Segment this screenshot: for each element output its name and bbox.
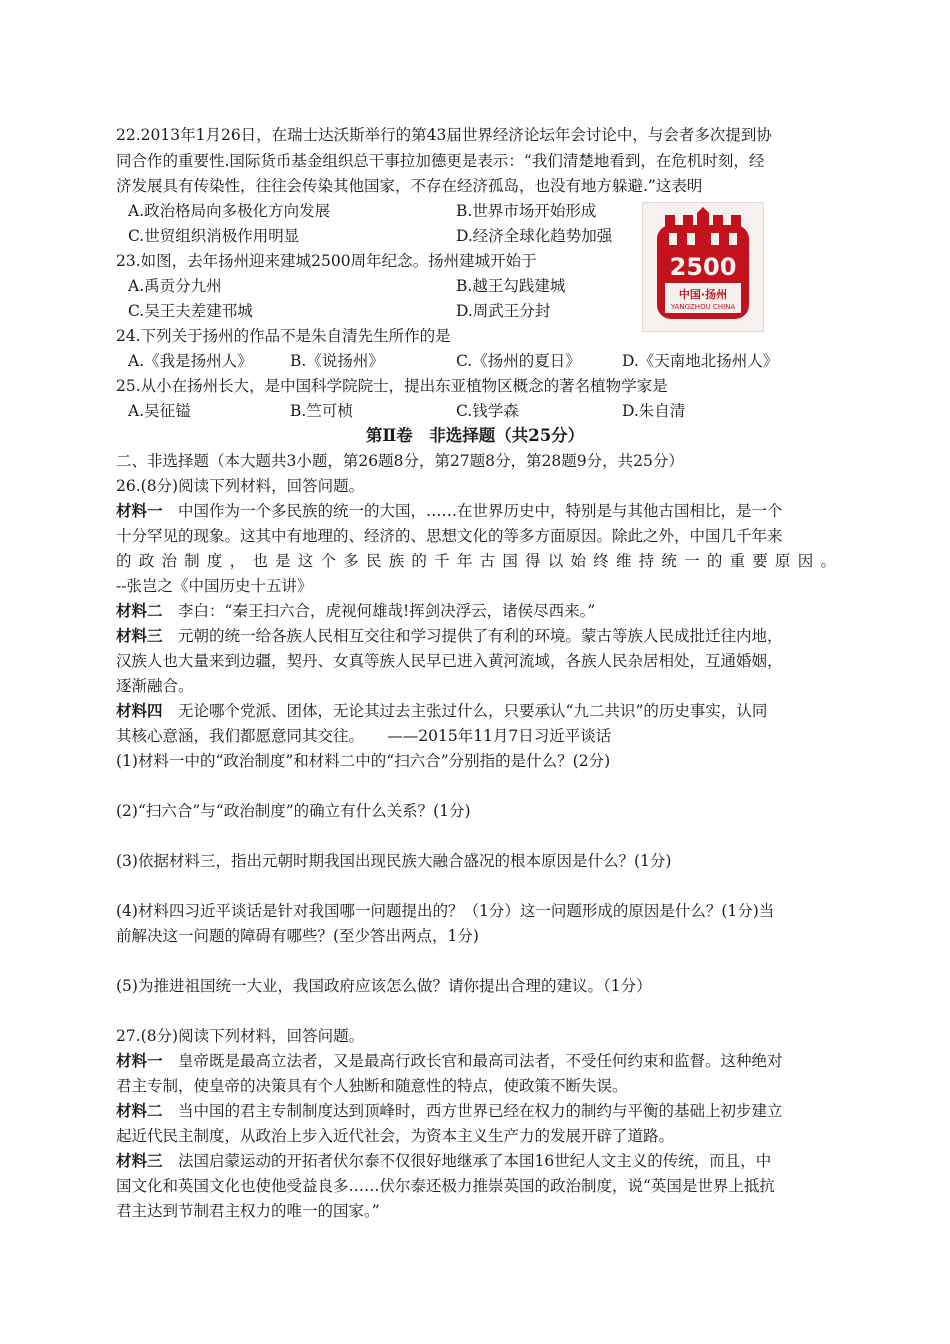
q22-option-d: D.经济全球化趋势加强	[456, 227, 613, 245]
part2-intro: 二、非选择题（本大题共3小题，第26题8分，第27题8分，第28题9分，共25分）	[116, 452, 684, 470]
q26-material-1-label: 材料一	[116, 501, 163, 520]
q27-material-1-line-1	[116, 1050, 783, 1072]
q26-stem: 26.(8分)阅读下列材料，回答问题。	[116, 477, 365, 495]
yangzhou-logo-emblem	[643, 203, 763, 331]
q27-material-1-line-2: 君主专制，使皇帝的决策具有个人独断和随意性的特点，使政策不断失误。	[116, 1077, 628, 1095]
q22-option-b: B.世界市场开始形成	[456, 202, 597, 220]
q27-material-2-text: 当中国的君主专制制度达到顶峰时，西方世界已经在权力的制约与平衡的基础上初步建立	[162, 1102, 783, 1120]
q23-option-d: D.周武王分封	[456, 302, 551, 320]
q23-option-a: A.禹贡分九州	[128, 277, 222, 295]
q26-question-4-line-1: (4)材料四习近平谈话是针对我国哪一问题提出的？（1分）这一问题形成的原因是什么？(1分)当	[116, 902, 775, 920]
q26-material-3-line-2: 汉族人也大量来到边疆，契丹、女真等族人民早已进入黄河流域，各族人民杂居相处，互通婚姻，	[116, 652, 783, 670]
q26-material-4-line-2: 其核心意涵，我们都愿意同其交往。 ——2015年11月7日习近平谈话	[116, 727, 612, 745]
q27-material-3-line-2: 国文化和英国文化也使他受益良多……伏尔泰还极力推崇英国的政治制度，说“英国是世界上抵抗	[116, 1177, 775, 1195]
q27-material-2-line-2: 起近代民主制度，从政治上步入近代社会，为资本主义生产力的发展开辟了道路。	[116, 1127, 675, 1145]
q27-material-3-line-3: 君主达到节制君主权力的唯一的国家。”	[116, 1202, 380, 1220]
q26-material-2	[116, 600, 595, 622]
q22-stem-line-2: 同合作的重要性.国际货币基金组织总干事拉加德更是表示：“我们清楚地看到，在危机时刻，经	[116, 152, 765, 170]
logo-number: 2500	[669, 253, 737, 281]
q26-material-4-text: 无论哪个党派、团体，无论其过去主张过什么，只要承认“九二共识”的历史事实，认同	[162, 702, 768, 720]
q24-option-d: D.《天南地北扬州人》	[622, 352, 779, 370]
q25-option-a: A.吴征镒	[128, 402, 191, 420]
q27-material-3-text: 法国启蒙运动的开拓者伏尔泰不仅很好地继承了本国16世纪人文主义的传统，而且，中	[162, 1152, 772, 1170]
logo-cn-text: 中国·扬州	[678, 288, 728, 301]
q26-material-2-label: 材料二	[116, 601, 163, 620]
q26-material-1-line-1	[116, 500, 783, 522]
q26-material-4-line-1	[116, 700, 767, 722]
q23-option-b: B.越王勾践建城	[456, 277, 566, 295]
q27-material-3-label: 材料三	[116, 1151, 163, 1170]
logo-en-text: YANGZHOU CHINA	[670, 303, 736, 311]
q26-material-2-text: 李白：“秦王扫六合，虎视何雄哉!挥剑决浮云，诸侯尽西来。”	[162, 602, 596, 620]
q24-option-a: A.《我是扬州人》	[128, 352, 253, 370]
q27-material-3-line-1	[116, 1150, 771, 1172]
q27-material-1-label: 材料一	[116, 1051, 163, 1070]
q27-material-2-label: 材料二	[116, 1101, 163, 1120]
q26-question-1: (1)材料一中的“政治制度”和材料二中的“扫六合”分别指的是什么？(2分)	[116, 752, 611, 770]
q26-material-1-text: 中国作为一个多民族的统一的大国，……在世界历史中，特别是与其他古国相比，是一个	[162, 502, 783, 520]
q24-option-c: C.《扬州的夏日》	[456, 352, 581, 370]
q26-material-3-text: 元朝的统一给各族人民相互交往和学习提供了有利的环境。蒙古等族人民成批迁往内地，	[162, 627, 783, 645]
yangzhou-2500-logo	[642, 202, 764, 332]
q26-material-3-line-3: 逐渐融合。	[116, 677, 194, 695]
q27-material-1-text: 皇帝既是最高立法者，又是最高行政长官和最高司法者，不受任何约束和监督。这种绝对	[162, 1052, 783, 1070]
q24-option-b: B.《说扬州》	[290, 352, 384, 370]
q26-question-4-line-2: 前解决这一问题的障碍有哪些？(至少答出两点，1分)	[116, 927, 479, 945]
q26-material-1-source: --张岂之《中国历史十五讲》	[116, 577, 313, 595]
q26-question-3: (3)依据材料三，指出元朝时期我国出现民族大融合盛况的根本原因是什么？(1分)	[116, 852, 672, 870]
q26-material-1-line-2: 十分罕见的现象。这其中有地理的、经济的、思想文化的等多方面原因。除此之外，中国几千年来	[116, 527, 783, 545]
part2-title: 第Ⅱ卷 非选择题（共25分）	[365, 426, 585, 445]
q25-stem: 25.从小在扬州长大，是中国科学院院士，提出东亚植物区概念的著名植物学家是	[116, 377, 668, 395]
q25-option-d: D.朱自清	[622, 402, 686, 420]
q23-option-c: C.吴王夫差建邗城	[128, 302, 253, 320]
q27-stem: 27.(8分)阅读下列材料，回答问题。	[116, 1027, 365, 1045]
q22-stem-line-3: 济发展具有传染性，往往会传染其他国家，不存在经济孤岛，也没有地方躲避.”这表明	[116, 177, 703, 195]
q26-question-5: (5)为推进祖国统一大业，我国政府应该怎么做？请你提出合理的建议。（1分）	[116, 977, 652, 995]
q22-option-c: C.世贸组织消极作用明显	[128, 227, 300, 245]
q23-stem: 23.如图，去年扬州迎来建城2500周年纪念。扬州建城开始于	[116, 252, 537, 270]
q26-material-3-label: 材料三	[116, 626, 163, 645]
q25-option-b: B.竺可桢	[290, 402, 353, 420]
q22-option-a: A.政治格局向多极化方向发展	[128, 202, 331, 220]
q26-material-1-line-3: 的政治制度，也是这个多民族的千年古国得以始终维持统一的重要原因。	[116, 552, 836, 570]
q24-stem: 24.下列关于扬州的作品不是朱自清先生所作的是	[116, 327, 451, 345]
q26-material-3-line-1	[116, 625, 783, 647]
q27-material-2-line-1	[116, 1100, 783, 1122]
q22-stem-line-1: 22.2013年1月26日，在瑞士达沃斯举行的第43届世界经济论坛年会讨论中，与会者多次提到协	[116, 126, 772, 144]
q25-option-c: C.钱学森	[456, 402, 519, 420]
q26-material-4-label: 材料四	[116, 701, 163, 720]
q26-question-2: (2)“扫六合”与“政治制度”的确立有什么关系？(1分)	[116, 802, 471, 820]
